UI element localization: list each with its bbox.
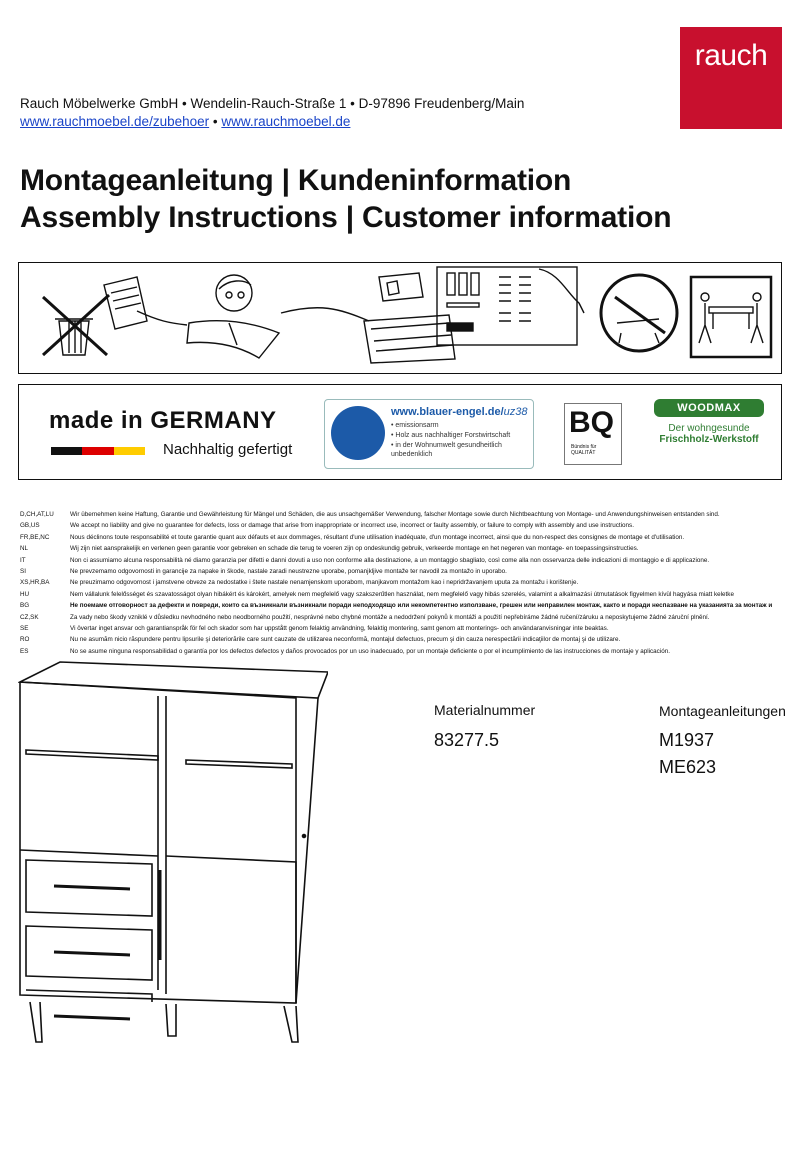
disclaimer-text: Non ci assumiamo alcuna responsabilità né diamo garanzia per difetti e danni dovuti a uso non conforme alla destinazione, a un montaggio sbagliato, così come alla non osservanza delle indicazioni di montaggio e di applicazione. bbox=[70, 556, 710, 564]
company-address bbox=[20, 95, 524, 131]
disclaimer-text: Wij zijn niet aansprakelijk en verlenen geen garantie voor gebreken en schade die terug te voeren zijn op ondeskundig gebruik, verkeerde montage en het negeren van montage- en toepassingsinstructies. bbox=[70, 545, 639, 553]
country-codes: IT bbox=[20, 556, 26, 564]
instruction-pictograms bbox=[19, 263, 780, 372]
parts-list-icon bbox=[437, 267, 584, 345]
blue-angel-item: unbedenklich bbox=[391, 451, 433, 458]
blue-angel-code: uz38 bbox=[503, 406, 528, 418]
person-reading-icon bbox=[187, 275, 279, 358]
disclaimer-text: Vi övertar inget ansvar och garantianspråk för fel och skador som har uppstått genom felaktig användning, felaktig montering, samt genom att monterings- och användaranvisningar inte beaktas. bbox=[70, 624, 609, 632]
woodmax-badge bbox=[654, 399, 764, 445]
blue-angel-url bbox=[391, 406, 528, 418]
disclaimer-text: Не поемаме отговорност за дефекти и повреди, които са възникнали възникнали поради неподходящо или некомпетентно използване, грешен или неправилен монтаж, както и поради неспазване на указанията за монтаж и bbox=[70, 602, 773, 610]
title-english: Assembly Instructions | Customer information bbox=[20, 201, 672, 234]
disclaimer-row bbox=[20, 634, 790, 645]
country-codes: GB,US bbox=[20, 522, 40, 530]
blue-angel-item: • in der Wohnumwelt gesundheitlich bbox=[391, 442, 502, 449]
country-codes: ES bbox=[20, 647, 29, 655]
country-codes: BG bbox=[20, 602, 30, 610]
material-number-label: Materialnummer bbox=[434, 702, 536, 718]
liability-disclaimer-list bbox=[20, 509, 790, 657]
cabinet-drawing bbox=[18, 660, 328, 1050]
no-trash-icon bbox=[43, 295, 109, 355]
handling-instructions-illustration bbox=[18, 262, 782, 374]
blue-angel-badge bbox=[324, 399, 534, 469]
country-codes: NL bbox=[20, 545, 29, 553]
blue-angel-item: • emissionsarm bbox=[391, 422, 439, 429]
cabinet-line-art bbox=[18, 660, 328, 1045]
page-title bbox=[20, 162, 671, 236]
country-codes: XS,HR,BA bbox=[20, 579, 50, 587]
accessories-link[interactable]: www.rauchmoebel.de/zubehoer bbox=[20, 114, 210, 129]
assembly-manuals-label: Montageanleitungen bbox=[659, 703, 786, 719]
woodmax-name: WOODMAX bbox=[654, 399, 764, 417]
disclaimer-text: Nous déclinons toute responsabilité et toute garantie quant aux défauts et aux dommages, résultant d'une utilisation inadéquate, d'un montage incorrect, ainsi que du non-respect des consignes de montage et d'utilisation. bbox=[70, 533, 685, 541]
link-separator: • bbox=[209, 114, 222, 129]
disclaimer-text: Nu ne asumăm nicio răspundere pentru lipsurile şi deteriorările care sunt cauzate de utilizarea neconformă, montajul defectuos, precum şi din cauza nerespectării indicaţiilor de montaj şi de utilizare. bbox=[70, 636, 621, 644]
disclaimer-row bbox=[20, 623, 790, 634]
bq-letters: BQ bbox=[569, 406, 614, 439]
disclaimer-row bbox=[20, 509, 790, 520]
disclaimer-row bbox=[20, 646, 790, 657]
disclaimer-text: We accept no liability and give no guarantee for defects, loss or damage that arise from inappropriate or incorrect use, incorrect or faulty assembly, or failure to comply with assembly and use instructions. bbox=[70, 522, 634, 530]
rauch-logo bbox=[680, 27, 782, 129]
bq-quality-badge bbox=[564, 403, 622, 465]
country-codes: D,CH,AT,LU bbox=[20, 511, 54, 518]
material-number-value: 83277.5 bbox=[434, 730, 500, 750]
address-line: Rauch Möbelwerke GmbH • Wendelin-Rauch-Straße 1 • D-97896 Freudenberg/Main bbox=[20, 96, 525, 111]
country-codes: FR,BE,NC bbox=[20, 533, 50, 541]
country-codes: SE bbox=[20, 624, 29, 632]
address-links bbox=[20, 113, 524, 131]
country-codes: RO bbox=[20, 636, 30, 644]
disclaimer-text: Ne preuzimamo odgovornost i jamstvene obveze za nedostatke i štete nastale nenamjenskom uporabom, manjkavom montažom kao i nepridržavanjem uputa za montažu i korištenje. bbox=[70, 579, 579, 587]
booklet-icon bbox=[104, 277, 147, 329]
disclaimer-row bbox=[20, 566, 790, 577]
no-single-lifting-icon bbox=[601, 275, 677, 351]
disclaimer-row bbox=[20, 612, 790, 623]
made-in-germany-text: made in GERMANY bbox=[49, 407, 277, 434]
assembly-manual-number: M1937 bbox=[659, 730, 715, 750]
disclaimer-text: Ne prevzemamo odgovornosti in garancije za napake in škode, nastale zaradi neustrezne uporabe, pomanjkljive montaže ter navodil za montažo in uporabo. bbox=[70, 567, 507, 575]
woodmax-line1: Der wohngesunde bbox=[668, 423, 750, 434]
disclaimer-row bbox=[20, 543, 790, 554]
disclaimer-text: Za vady nebo škody vzniklé v důsledku nevhodného nebo neodborného použití, nesprávné nebo chybné montáže a nedodržení pokynů k montáži a použití nepřebíráme žádné ručení/záruku a neposkytujeme žádné záruční plnění. bbox=[70, 613, 710, 621]
two-person-lifting-icon bbox=[691, 277, 771, 357]
bq-subtitle: Bündnis für QUALITÄT bbox=[571, 444, 597, 456]
sustainability-text: Nachhaltig gefertigt bbox=[163, 441, 293, 458]
country-codes: HU bbox=[20, 590, 30, 598]
disclaimer-row bbox=[20, 532, 790, 543]
disclaimer-row bbox=[20, 520, 790, 531]
disclaimer-text: Nem vállalunk felelősséget és szavatosságot olyan hibákért és károkért, amelyek nem megfelelő vagy szakszerűtlen használat, nem megfelelő vagy hibás szerelés, valamint a alkalmazási útmutatások figyelmen kívül hagyása miatt keletke bbox=[70, 590, 734, 598]
german-flag-stripes bbox=[51, 447, 145, 455]
logo-text: rauch bbox=[694, 39, 768, 72]
disclaimer-row bbox=[20, 589, 790, 600]
blue-angel-item: • Holz aus nachhaltiger Forstwirtschaft bbox=[391, 432, 511, 439]
homepage-link[interactable]: www.rauchmoebel.de bbox=[221, 114, 351, 129]
assembly-manual-number: ME623 bbox=[659, 757, 717, 777]
quality-labels-box bbox=[18, 384, 782, 480]
made-in-germany-badge bbox=[49, 407, 293, 458]
file-folder-icon bbox=[364, 273, 455, 363]
blue-angel-url-base: www.blauer-engel.de/ bbox=[391, 406, 504, 418]
title-german: Montageanleitung | Kundeninformation bbox=[20, 164, 572, 197]
disclaimer-row bbox=[20, 600, 790, 611]
disclaimer-text: No se asume ninguna responsabilidad o garantía por los defectos defectos y daños provocados por un uso inadecuado, por un montaje deficiente o por el incumplimiento de las instrucciones de montaje y aplicación. bbox=[70, 647, 670, 655]
woodmax-line2: Frischholz-Werkstoff bbox=[659, 434, 759, 445]
country-codes: SI bbox=[20, 567, 26, 575]
disclaimer-row bbox=[20, 555, 790, 566]
blue-angel-icon bbox=[331, 406, 385, 460]
disclaimer-row bbox=[20, 577, 790, 588]
disclaimer-text: Wir übernehmen keine Haftung, Garantie und Gewährleistung für Mängel und Schäden, die aus unsachgemäßer Verwendung, falscher Montage sowie durch Nichtbeachtung von Montage- und Anwendungshinweisen entstanden sind. bbox=[70, 511, 720, 518]
country-codes: CZ,SK bbox=[20, 613, 39, 621]
